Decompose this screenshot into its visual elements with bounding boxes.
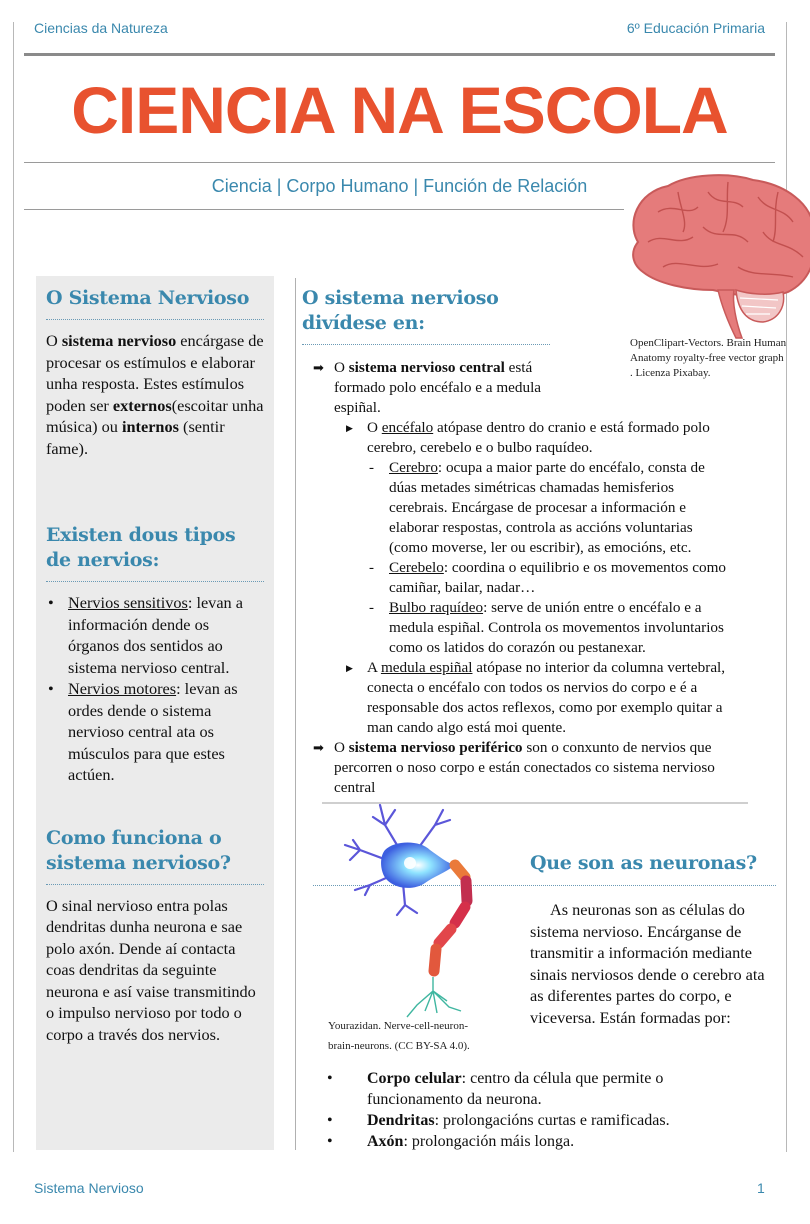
dotted-divider — [46, 319, 264, 320]
periferico-line-1: O sistema nervioso periférico son o conxunto de nervios que — [334, 739, 712, 756]
header-subject: Ciencias da Natureza — [34, 20, 168, 36]
list-item: • Nervios motores: levan as ordes dende o sistema nervioso central ata os músculos para que estes actúen. — [46, 678, 264, 786]
neuron-illustration-icon — [325, 795, 485, 1020]
sidebar-heading-como-funciona: Como funciona o sistema nervioso? — [46, 826, 231, 874]
central-line-2: formado polo encéfalo e a medula — [334, 379, 542, 396]
list-item: • Dendritas: prolongacións curtas e ramificadas. — [323, 1110, 743, 1131]
list-item: • Axón: prolongación máis longa. — [323, 1131, 743, 1152]
brain-image-caption — [630, 336, 810, 381]
page-border-left — [13, 22, 14, 1152]
header-grade: 6º Educación Primaria — [626, 20, 765, 36]
cerebro-line-5: (como moverse, ler ou escribir), as emocións, etc. — [389, 539, 692, 556]
sidebar-intro-paragraph: O sistema nervioso encárgase de procesar os estímulos e elaborar unha resposta. Estes estímulos poden ser externos(escoitar unha música) ou internos (sentir fame). — [46, 331, 264, 458]
page-title: CIENCIA NA ESCOLA — [71, 73, 728, 147]
cerebro-line-3: cerebrais. Encárgase de procesar a información e — [389, 499, 686, 516]
medula-line-2: conecta o encéfalo con todos os nervios do corpo e é a — [367, 679, 698, 696]
neurons-heading: Que son as neuronas? — [530, 852, 757, 874]
sidebar-heading-sistema-nervioso: O Sistema Nervioso — [46, 287, 250, 309]
periferico-line-3: central — [334, 779, 376, 796]
periferico-line-2: percorren o noso corpo e están conectados co sistema nervioso — [334, 759, 715, 776]
medula-line-1: A medula espiñal atópase no interior da columna vertebral, — [367, 659, 726, 676]
central-line-3: espiñal. — [334, 399, 381, 416]
bulbo-line-2: medula espiñal. Controla os movementos involuntarios — [389, 619, 724, 636]
caption-line: brain-neurons. (CC BY-SA 4.0). — [328, 1040, 470, 1052]
arrow-bullet-icon: ➡ — [313, 740, 324, 755]
cerebelo-line-2: camiñar, bailar, nadar… — [389, 579, 536, 596]
encefalo-line-2: cerebro, cerebelo e o bulbo raquídeo. — [367, 439, 593, 456]
page-subtitle: Ciencia | Corpo Humano | Función de Relación — [211, 176, 588, 196]
dash-bullet: - — [369, 560, 374, 576]
central-line-1: O sistema nervioso central está — [334, 359, 533, 376]
column-divider — [295, 278, 296, 1150]
main-heading: O sistema nervioso divídese en: — [302, 287, 499, 334]
medula-line-4: man cando algo está moi quente. — [367, 719, 567, 736]
dash-bullet: - — [369, 460, 374, 476]
list-item: • Nervios sensitivos: levan a información dende os órganos dos sentidos ao sistema nervioso central. — [46, 592, 264, 678]
neuron-parts-list — [323, 1068, 743, 1152]
neurons-paragraph: As neuronas son as células do sistema nervioso. Encárganse de transmitir a información mediante sinais nerviosos dende o cerebro ata as diferentes partes do corpo, e viceversa. Están formadas por: — [530, 900, 765, 1027]
dotted-divider — [46, 884, 264, 885]
subtitle-rule — [24, 209, 624, 210]
triangle-bullet-icon: ▶ — [346, 663, 353, 673]
dash-bullet: - — [369, 600, 374, 616]
caption-line: . Licenza Pixabay. — [630, 367, 711, 379]
bulbo-line-1: Bulbo raquídeo: serve de unión entre o encéfalo e a — [389, 599, 702, 616]
list-item: • Corpo celular: centro da célula que permite o funcionamento da neurona. — [323, 1068, 743, 1110]
sidebar-heading-tipos-nervios: Existen dous tipos de nervios: — [46, 524, 236, 571]
title-rule — [24, 162, 775, 163]
nerve-types-list — [46, 592, 264, 786]
page-number: 1 — [757, 1180, 765, 1196]
caption-line: OpenClipart-Vectors. Brain Human — [630, 337, 787, 349]
cerebro-line-2: dúas metades simétricas chamadas hemisferios — [389, 479, 675, 496]
caption-line: Yourazidan. Nerve-cell-neuron- — [328, 1020, 468, 1032]
brain-illustration-icon — [618, 172, 810, 340]
dotted-divider — [46, 581, 264, 582]
neuron-image-caption — [328, 1016, 508, 1056]
arrow-bullet-icon: ➡ — [313, 360, 324, 375]
encefalo-line-1: O encéfalo atópase dentro do cranio e está formado polo — [367, 419, 710, 436]
bulbo-line-3: como os latidos do corazón ou pestanexar. — [389, 639, 646, 656]
footer-topic: Sistema Nervioso — [34, 1180, 144, 1196]
cerebro-line-1: Cerebro: ocupa a maior parte do encéfalo, consta de — [389, 459, 705, 476]
dotted-divider — [302, 344, 550, 345]
sidebar-function-paragraph: O sinal nervioso entra polas dendritas dunha neurona e sae polo axón. Dende aí contacta coas dendritas da seguinte neurona e así vaise transmitindo o impulso nervioso por todo o corpo a través dos nervios. — [46, 895, 256, 1044]
cerebelo-line-1: Cerebelo: coordina o equilibrio e os movementos como — [389, 559, 727, 576]
header-rule — [24, 53, 775, 56]
triangle-bullet-icon: ▶ — [346, 423, 353, 433]
caption-line: Anatomy royalty-free vector graph — [630, 352, 784, 364]
medula-line-3: responsable dos actos reflexos, como por exemplo quitar a — [367, 699, 723, 716]
cerebro-line-4: elaborar respostas, controla as accións voluntarias — [389, 519, 693, 536]
sidebar — [36, 276, 274, 1150]
